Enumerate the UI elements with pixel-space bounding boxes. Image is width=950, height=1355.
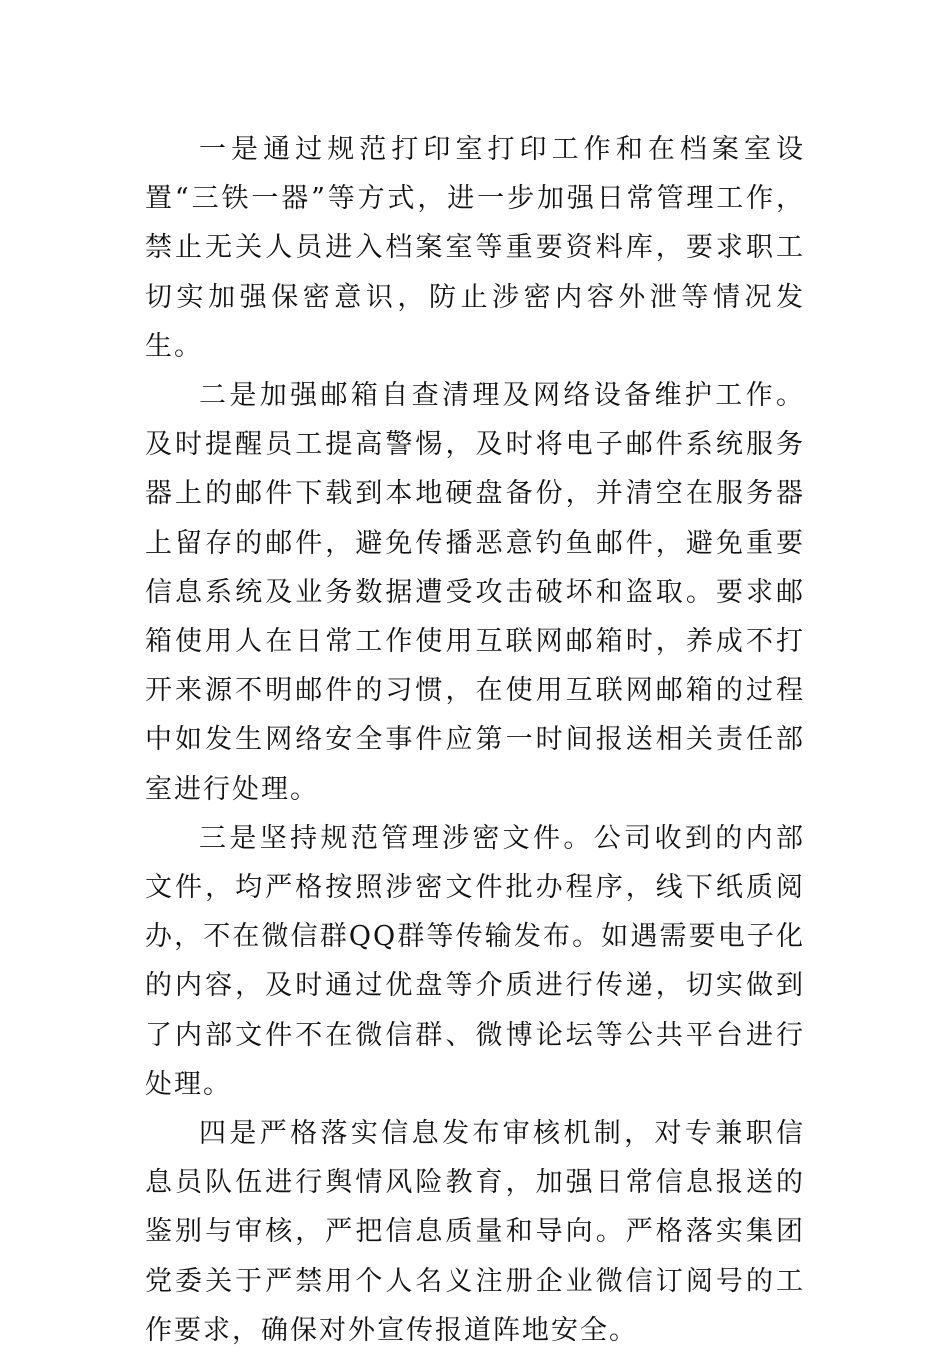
document-body bbox=[145, 125, 805, 1355]
paragraph-2: 二是加强邮箱自查清理及网络设备维护工作。及时提醒员工提高警惕，及时将电子邮件系统服务器上的邮件下载到本地硬盘备份，并清空在服务器上留存的邮件，避免传播恶意钓鱼邮件，避免重要信息系统及业务数据遭受攻击破坏和盗取。要求邮箱使用人在日常工作使用互联网邮箱时，养成不打开来源不明邮件的习惯，在使用互联网邮箱的过程中如发生网络安全事件应第一时间报送相关责任部室进行处理。 bbox=[145, 380, 805, 805]
paragraph-3: 三是坚持规范管理涉密文件。公司收到的内部文件，均严格按照涉密文件批办程序，线下纸质阅办，不在微信群QQ群等传输发布。如遇需要电子化的内容，及时通过优盘等介质进行传递，切实做到了内部文件不在微信群、微博论坛等公共平台进行处理。 bbox=[145, 822, 805, 1100]
paragraph-4: 四是严格落实信息发布审核机制，对专兼职信息员队伍进行舆情风险教育，加强日常信息报送的鉴别与审核，严把信息质量和导向。严格落实集团党委关于严禁用个人名义注册企业微信订阅号的工作要求，确保对外宣传报道阵地安全。 bbox=[145, 1118, 805, 1346]
paragraph-1: 一是通过规范打印室打印工作和在档案室设置“三铁一器”等方式，进一步加强日常管理工作，禁止无关人员进入档案室等重要资料库，要求职工切实加强保密意识，防止涉密内容外泄等情况发生。 bbox=[145, 134, 805, 362]
